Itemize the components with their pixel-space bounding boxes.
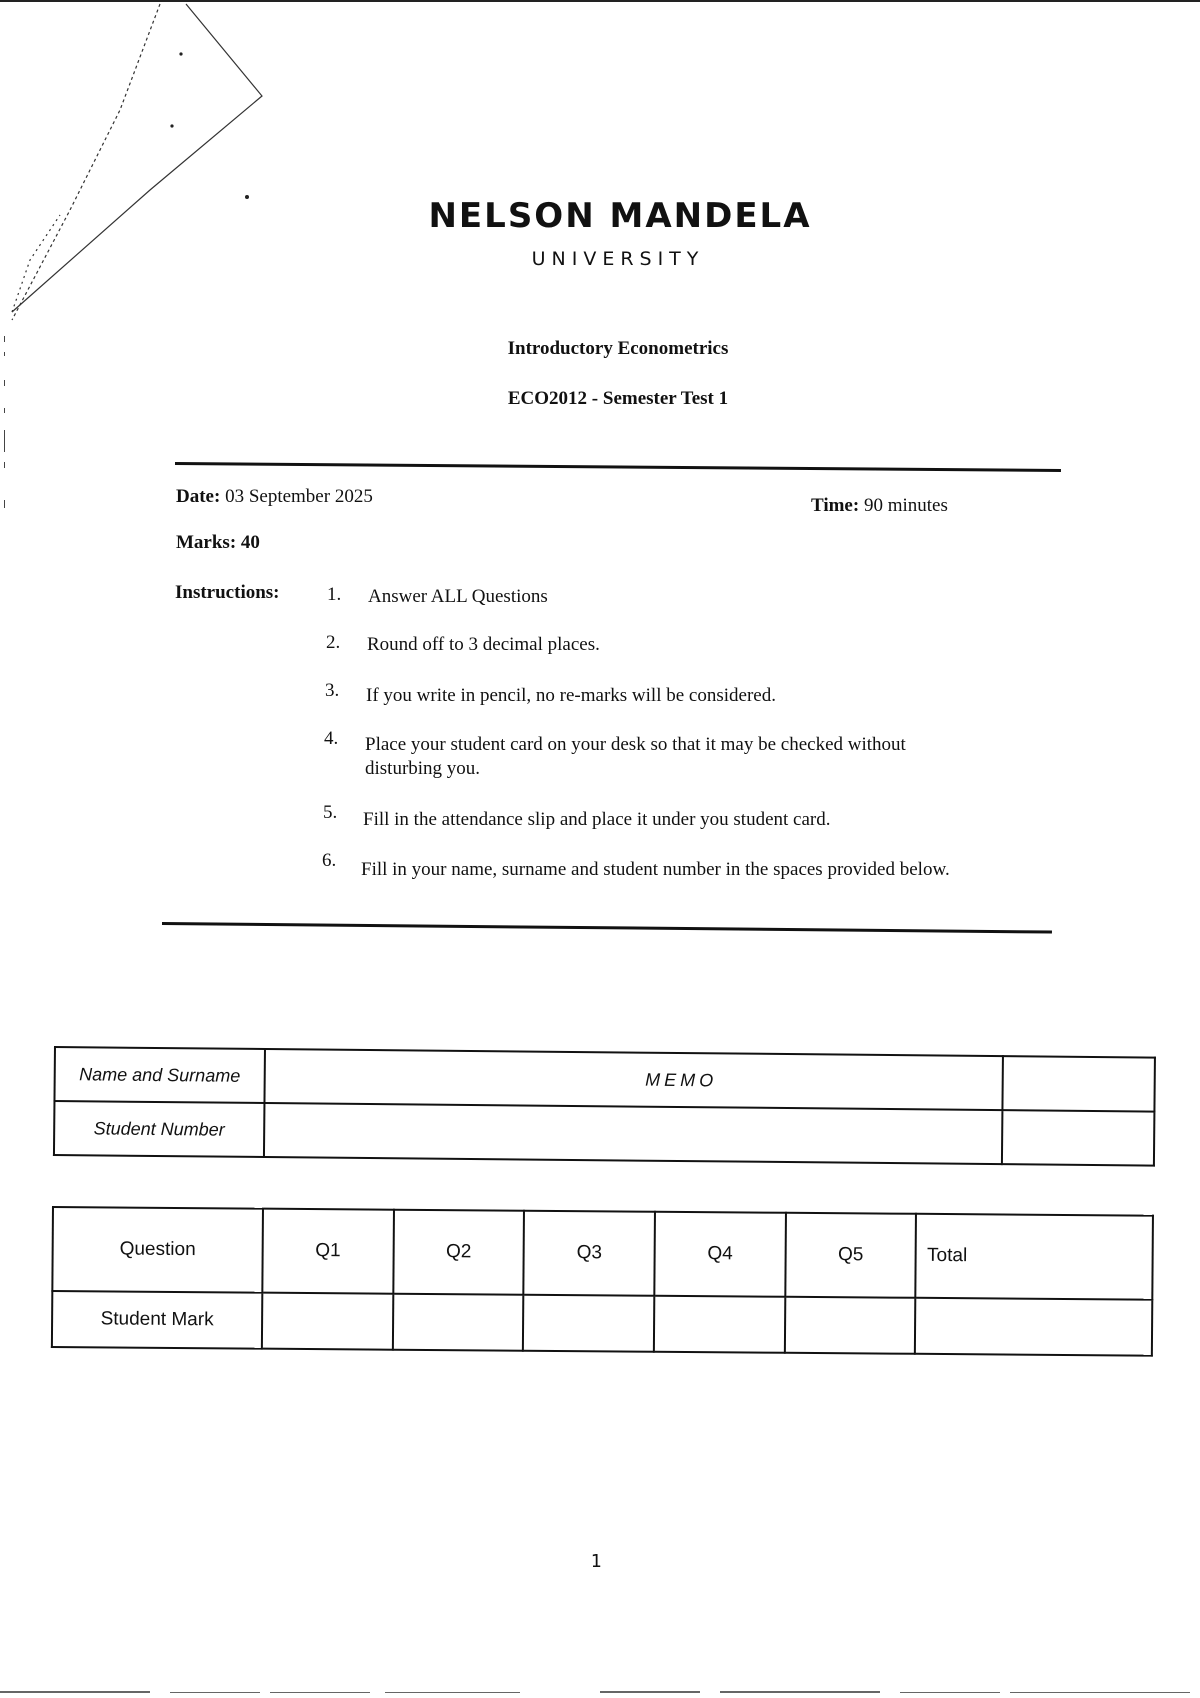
instruction-item: Fill in your name, surname and student number in the spaces provided below. [361, 859, 950, 880]
question-label: Question [52, 1207, 263, 1293]
marks-table [51, 1206, 1154, 1357]
bottom-edge-marks [0, 1690, 1200, 1693]
date-value: 03 September 2025 [225, 486, 373, 507]
column-q2: Q2 [393, 1210, 524, 1295]
instruction-number: 3. [325, 680, 340, 701]
instruction-item: Answer ALL Questions [368, 586, 548, 607]
instruction-number: 1. [327, 584, 342, 605]
instruction-number: 5. [323, 802, 338, 823]
date-label: Date: [176, 486, 221, 507]
mark-cell-total[interactable] [915, 1298, 1152, 1356]
column-q3: Q3 [524, 1211, 655, 1296]
page-number: 1 [590, 1551, 602, 1572]
instruction-number: 6. [322, 850, 337, 871]
table-row [52, 1207, 1153, 1300]
name-extra-cell [1002, 1056, 1155, 1111]
column-q1: Q1 [262, 1209, 393, 1294]
instruction-item: If you write in pencil, no re-marks will be considered. [366, 685, 776, 706]
test-title: ECO2012 - Semester Test 1 [507, 388, 729, 409]
student-mark-label: Student Mark [52, 1291, 262, 1349]
instruction-item: Fill in the attendance slip and place it under you student card. [363, 809, 831, 830]
university-logo-name: NELSON MANDELA [428, 196, 812, 236]
column-q5: Q5 [785, 1213, 916, 1298]
instructions-divider [162, 922, 1052, 934]
time-label: Time: [811, 495, 860, 516]
mark-cell-q1[interactable] [262, 1293, 393, 1350]
student-number-label: Student Number [54, 1101, 265, 1157]
total-marks: Marks: 40 [176, 532, 260, 553]
instruction-item: Place your student card on your desk so that it may be checked without [365, 734, 906, 755]
instructions-label: Instructions: [175, 582, 280, 603]
mark-cell-q4[interactable] [654, 1296, 785, 1353]
time-value: 90 minutes [863, 495, 948, 516]
header-divider [175, 462, 1061, 472]
student-info-table [53, 1046, 1156, 1167]
table-row [52, 1291, 1152, 1356]
mark-cell-q3[interactable] [523, 1295, 654, 1352]
instruction-number: 4. [324, 728, 339, 749]
student-number-field[interactable] [264, 1103, 1002, 1164]
course-title: Introductory Econometrics [507, 338, 729, 359]
test-date [176, 486, 373, 508]
student-number-extra-cell [1002, 1110, 1155, 1165]
name-surname-field[interactable]: MEMO [264, 1049, 1002, 1110]
mark-cell-q5[interactable] [785, 1297, 916, 1354]
table-row [54, 1101, 1154, 1166]
column-total: Total [916, 1214, 1153, 1300]
test-time [811, 495, 948, 517]
university-logo-subtitle: UNIVERSITY [531, 248, 705, 270]
name-surname-label: Name and Surname [54, 1047, 265, 1103]
column-q4: Q4 [654, 1212, 785, 1297]
instruction-item: Round off to 3 decimal places. [367, 634, 600, 655]
mark-cell-q2[interactable] [393, 1294, 524, 1351]
instruction-item-continued: disturbing you. [365, 758, 481, 779]
instruction-number: 2. [326, 632, 341, 653]
